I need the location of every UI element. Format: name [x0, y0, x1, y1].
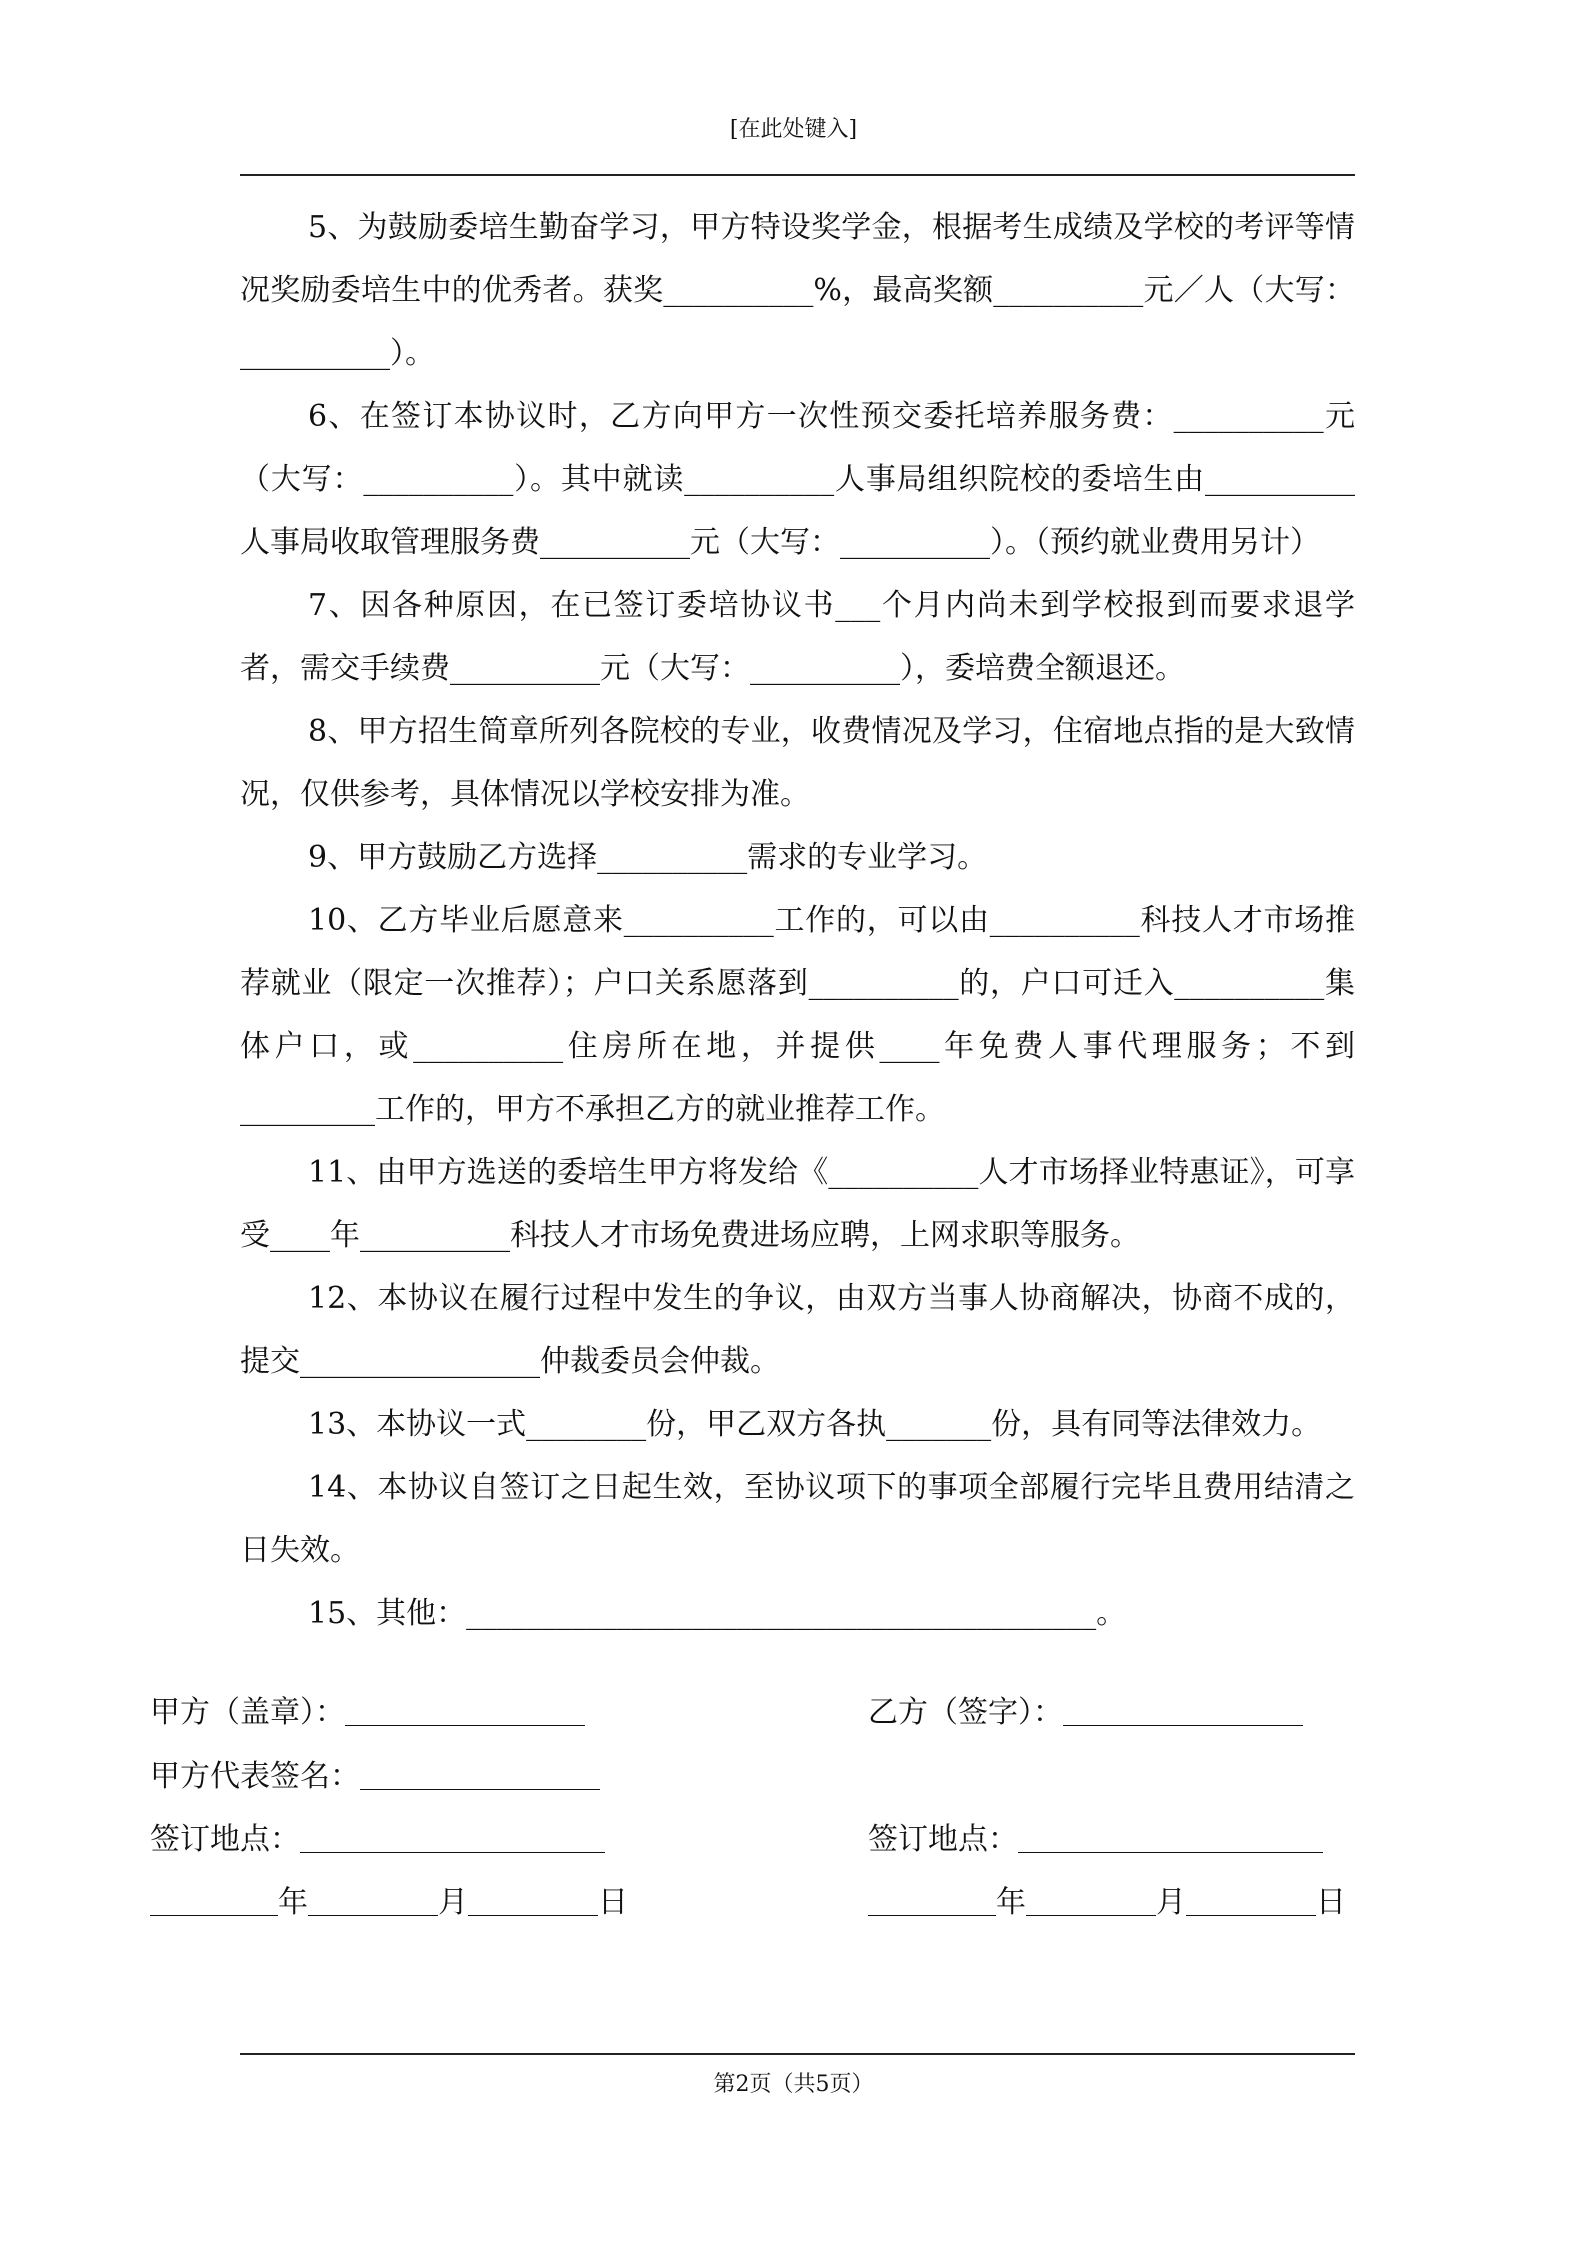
- date-a-day-blank[interactable]: [468, 1885, 598, 1916]
- party-b-sign-line: [868, 1693, 1303, 1733]
- date-b-line: [868, 1883, 1346, 1923]
- party-a-seal-label: 甲方（盖章）：: [150, 1695, 345, 1730]
- place-a-label: 签订地点：: [150, 1822, 300, 1857]
- date-b-day-label: 日: [1316, 1885, 1346, 1920]
- place-a-line: [150, 1820, 605, 1860]
- date-b-year-label: 年: [996, 1885, 1026, 1920]
- date-a-year-blank[interactable]: [150, 1885, 278, 1916]
- date-a-month-blank[interactable]: [308, 1885, 438, 1916]
- party-a-seal-line: [150, 1693, 585, 1733]
- clause-7: 7、因各种原因，在已签订委培协议书___个月内尚未到学校报到而要求退学者，需交手续费__________元（大写：__________），委培费全额退还。: [240, 588, 1355, 686]
- clause-14: 14、本协议自签订之日起生效，至协议项下的事项全部履行完毕且费用结清之日失效。: [240, 1470, 1355, 1568]
- clause-6: 6、在签订本协议时，乙方向甲方一次性预交委托培养服务费：__________元（大写：__________）。其中就读__________人事局组织院校的委培生由__________人事局收取管理服务费__________元（大写：__________）。（预约就业费用另计）: [240, 399, 1355, 560]
- clause-12: 12、本协议在履行过程中发生的争议，由双方当事人协商解决，协商不成的，提交________________仲裁委员会仲裁。: [240, 1281, 1355, 1379]
- header-rule: [240, 174, 1355, 176]
- date-a-month-label: 月: [438, 1885, 468, 1920]
- party-b-sign-blank[interactable]: [1063, 1695, 1303, 1726]
- party-a-rep-label: 甲方代表签名：: [150, 1759, 360, 1794]
- date-b-month-blank[interactable]: [1026, 1885, 1156, 1916]
- date-b-day-blank[interactable]: [1186, 1885, 1316, 1916]
- agreement-body: [240, 196, 1355, 1645]
- footer-rule: [240, 2053, 1355, 2055]
- date-b-month-label: 月: [1156, 1885, 1186, 1920]
- clause-11: 11、由甲方选送的委培生甲方将发给《__________人才市场择业特惠证》，可享受____年__________科技人才市场免费进场应聘，上网求职等服务。: [240, 1155, 1355, 1253]
- page-footer: 第2页（共5页）: [713, 2072, 874, 2097]
- page-header: [在此处键入]: [729, 117, 858, 142]
- date-a-day-label: 日: [598, 1885, 628, 1920]
- clause-5: 5、为鼓励委培生勤奋学习，甲方特设奖学金，根据考生成绩及学校的考评等情况奖励委培生中的优秀者。获奖__________%，最高奖额__________元／人（大写：__________）。: [240, 210, 1355, 371]
- place-b-line: [868, 1820, 1323, 1860]
- date-a-line: [150, 1883, 628, 1923]
- clause-15: 15、其他：__________________________________________。: [308, 1596, 1127, 1631]
- party-a-rep-line: [150, 1757, 600, 1797]
- clause-9: 9、甲方鼓励乙方选择__________需求的专业学习。: [308, 840, 988, 875]
- place-a-blank[interactable]: [300, 1822, 605, 1853]
- date-a-year-label: 年: [278, 1885, 308, 1920]
- clause-8: 8、甲方招生简章所列各院校的专业，收费情况及学习，住宿地点指的是大致情况，仅供参考，具体情况以学校安排为准。: [240, 714, 1355, 812]
- place-b-blank[interactable]: [1018, 1822, 1323, 1853]
- place-b-label: 签订地点：: [868, 1822, 1018, 1857]
- party-a-rep-blank[interactable]: [360, 1759, 600, 1790]
- clause-13: 13、本协议一式________份，甲乙双方各执_______份，具有同等法律效力。: [308, 1407, 1322, 1442]
- party-b-sign-label: 乙方（签字）：: [868, 1695, 1063, 1730]
- party-a-seal-blank[interactable]: [345, 1695, 585, 1726]
- clause-10: 10、乙方毕业后愿意来__________工作的，可以由__________科技人才市场推荐就业（限定一次推荐）；户口关系愿落到__________的，户口可迁入__________集体户口，或__________住房所在地，并提供____年免费人事代理服务；不到_________工作的，甲方不承担乙方的就业推荐工作。: [240, 903, 1355, 1127]
- date-b-year-blank[interactable]: [868, 1885, 996, 1916]
